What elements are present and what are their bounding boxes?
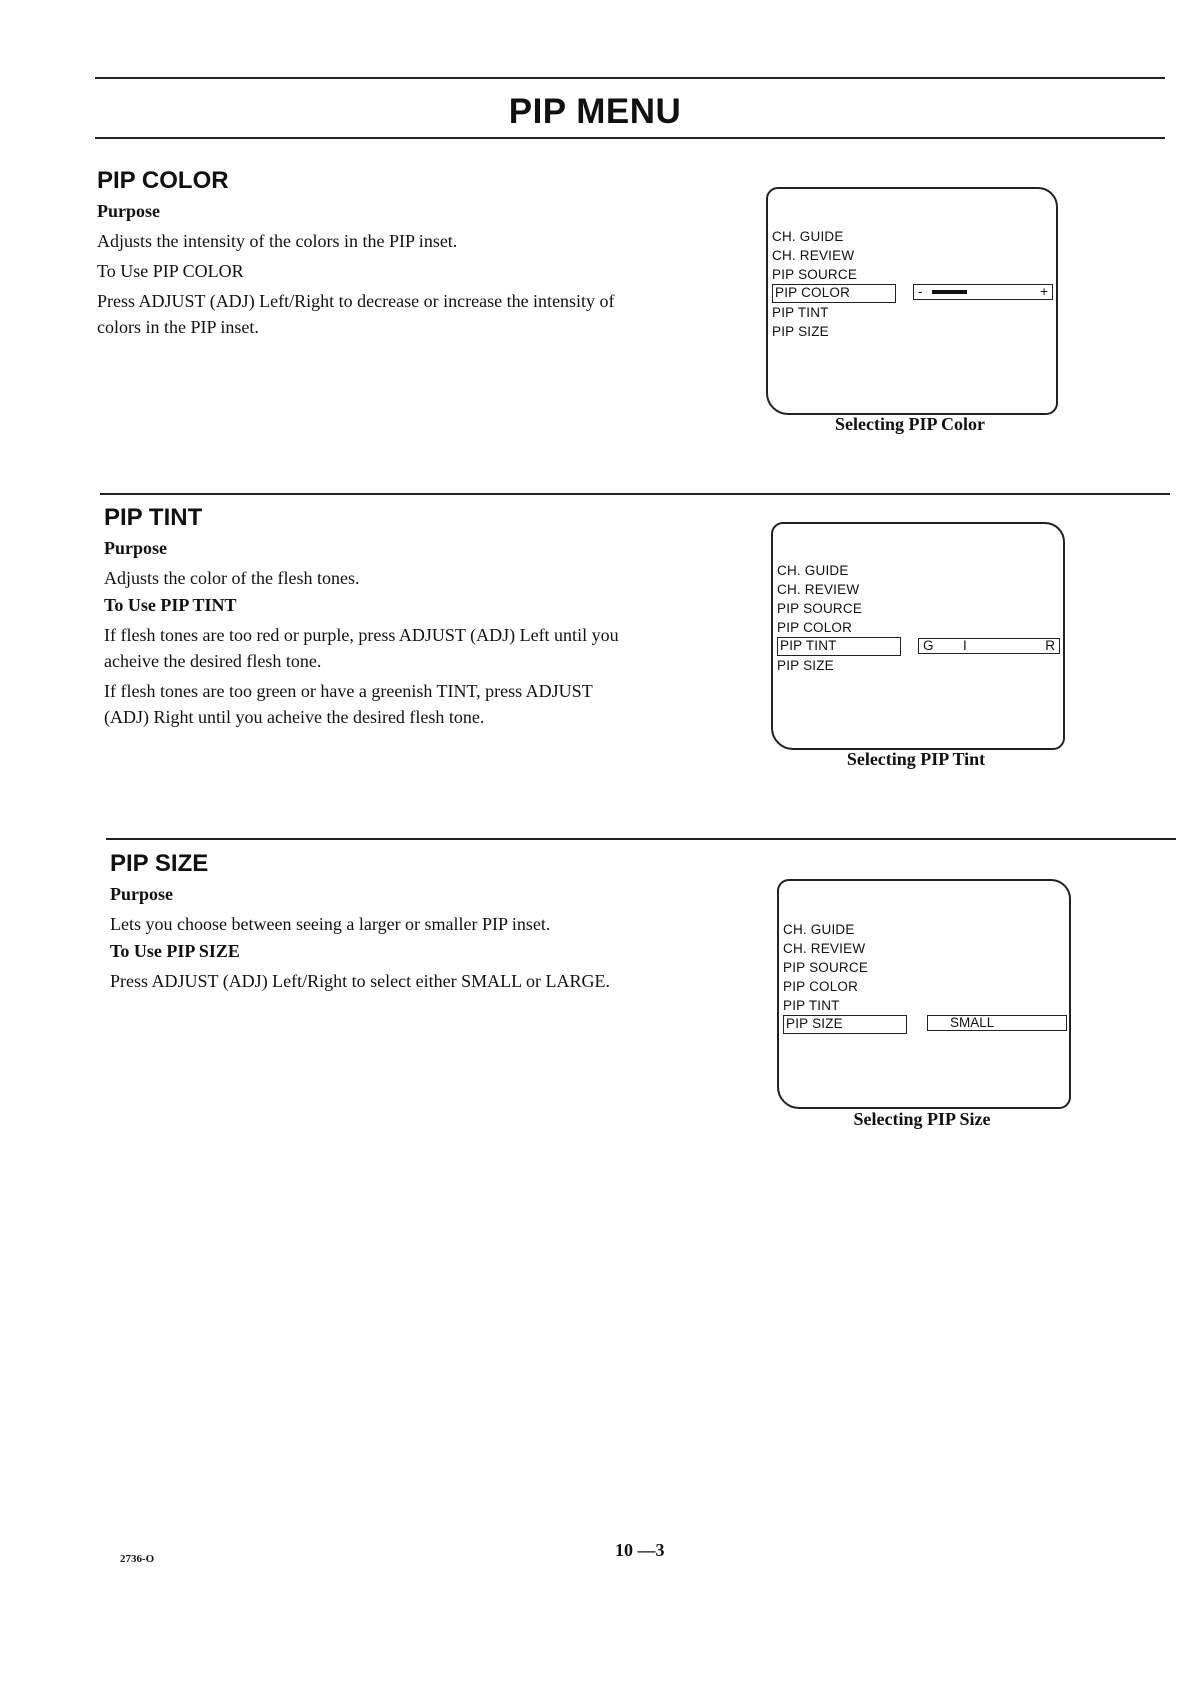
- minus-label: -: [918, 284, 923, 299]
- menu-item: PIP TINT: [772, 305, 829, 320]
- menu-item: CH. GUIDE: [772, 229, 844, 244]
- section-title: PIP TINT: [104, 504, 203, 531]
- menu-item: PIP SIZE: [772, 324, 829, 339]
- to-use-label: To Use PIP SIZE: [110, 941, 240, 961]
- purpose-label: Purpose: [110, 884, 173, 904]
- caption-pip-size: Selecting PIP Size: [853, 1109, 991, 1129]
- menu-item: PIP TINT: [783, 998, 840, 1013]
- step-text: If flesh tones are too red or purple, press ADJUST (ADJ) Left until you acheive the desired flesh tone.: [104, 625, 619, 671]
- tv-screen-pip-size: [777, 879, 1071, 1109]
- menu-list: [783, 920, 907, 1034]
- step-text: Press ADJUST (ADJ) Left/Right to select either SMALL or LARGE.: [110, 971, 610, 991]
- menu-item: PIP SOURCE: [777, 601, 863, 616]
- menu-item-selected: PIP TINT: [777, 637, 901, 656]
- menu-item: PIP COLOR: [783, 979, 859, 994]
- tv-screen-pip-color: [766, 187, 1058, 415]
- purpose-label: Purpose: [97, 201, 160, 221]
- menu-item: CH. GUIDE: [777, 563, 849, 578]
- size-value: SMALL: [950, 1015, 995, 1030]
- to-use-label: To Use PIP COLOR: [97, 261, 244, 281]
- menu-list: [772, 227, 896, 341]
- title-rule-top: [95, 77, 1165, 79]
- section-pip-tint: [104, 504, 664, 734]
- section-pip-size: [110, 850, 670, 998]
- section-pip-color: [97, 167, 657, 344]
- purpose-text: Adjusts the intensity of the colors in the PIP inset.: [97, 231, 458, 251]
- doc-code: 2736-O: [120, 1553, 155, 1565]
- level-fill: [932, 290, 967, 294]
- menu-item: PIP SOURCE: [772, 267, 858, 282]
- size-value-box: [927, 1015, 1067, 1031]
- plus-label: +: [1040, 284, 1048, 299]
- caption-pip-tint: Selecting PIP Tint: [846, 749, 986, 769]
- step-text: Press ADJUST (ADJ) Left/Right to decrease or increase the intensity of colors in the PIP inset.: [97, 291, 615, 337]
- menu-item: PIP COLOR: [777, 620, 853, 635]
- color-level-bar: [913, 284, 1053, 300]
- purpose-label: Purpose: [104, 538, 167, 558]
- tv-screen-pip-tint: [771, 522, 1065, 750]
- purpose-text: Lets you choose between seeing a larger or smaller PIP inset.: [110, 914, 551, 934]
- title-rule-bottom: [95, 137, 1165, 139]
- menu-list: [777, 561, 901, 675]
- green-label: G: [923, 638, 934, 653]
- tint-marker: I: [963, 638, 967, 653]
- section-divider-2: [106, 838, 1176, 840]
- tint-scale: [918, 638, 1060, 654]
- menu-item-selected: PIP COLOR: [772, 284, 896, 303]
- page-title: PIP MENU: [508, 92, 682, 131]
- step-text: If flesh tones are too green or have a greenish TINT, press ADJUST (ADJ) Right until you acheive the desired flesh tone.: [104, 681, 593, 727]
- menu-item: CH. REVIEW: [772, 248, 855, 263]
- section-title: PIP COLOR: [97, 167, 229, 194]
- purpose-text: Adjusts the color of the flesh tones.: [104, 568, 360, 588]
- to-use-label: To Use PIP TINT: [104, 595, 237, 615]
- menu-item: CH. REVIEW: [783, 941, 866, 956]
- section-title: PIP SIZE: [110, 850, 209, 877]
- level-track: [932, 290, 996, 294]
- red-label: R: [1045, 638, 1055, 653]
- menu-item-selected: PIP SIZE: [783, 1015, 907, 1034]
- menu-item: CH. GUIDE: [783, 922, 855, 937]
- section-divider-1: [100, 493, 1170, 495]
- menu-item: CH. REVIEW: [777, 582, 860, 597]
- menu-item: PIP SIZE: [777, 658, 834, 673]
- page-number: 10 —3: [615, 1540, 665, 1560]
- menu-item: PIP SOURCE: [783, 960, 869, 975]
- caption-pip-color: Selecting PIP Color: [835, 414, 985, 434]
